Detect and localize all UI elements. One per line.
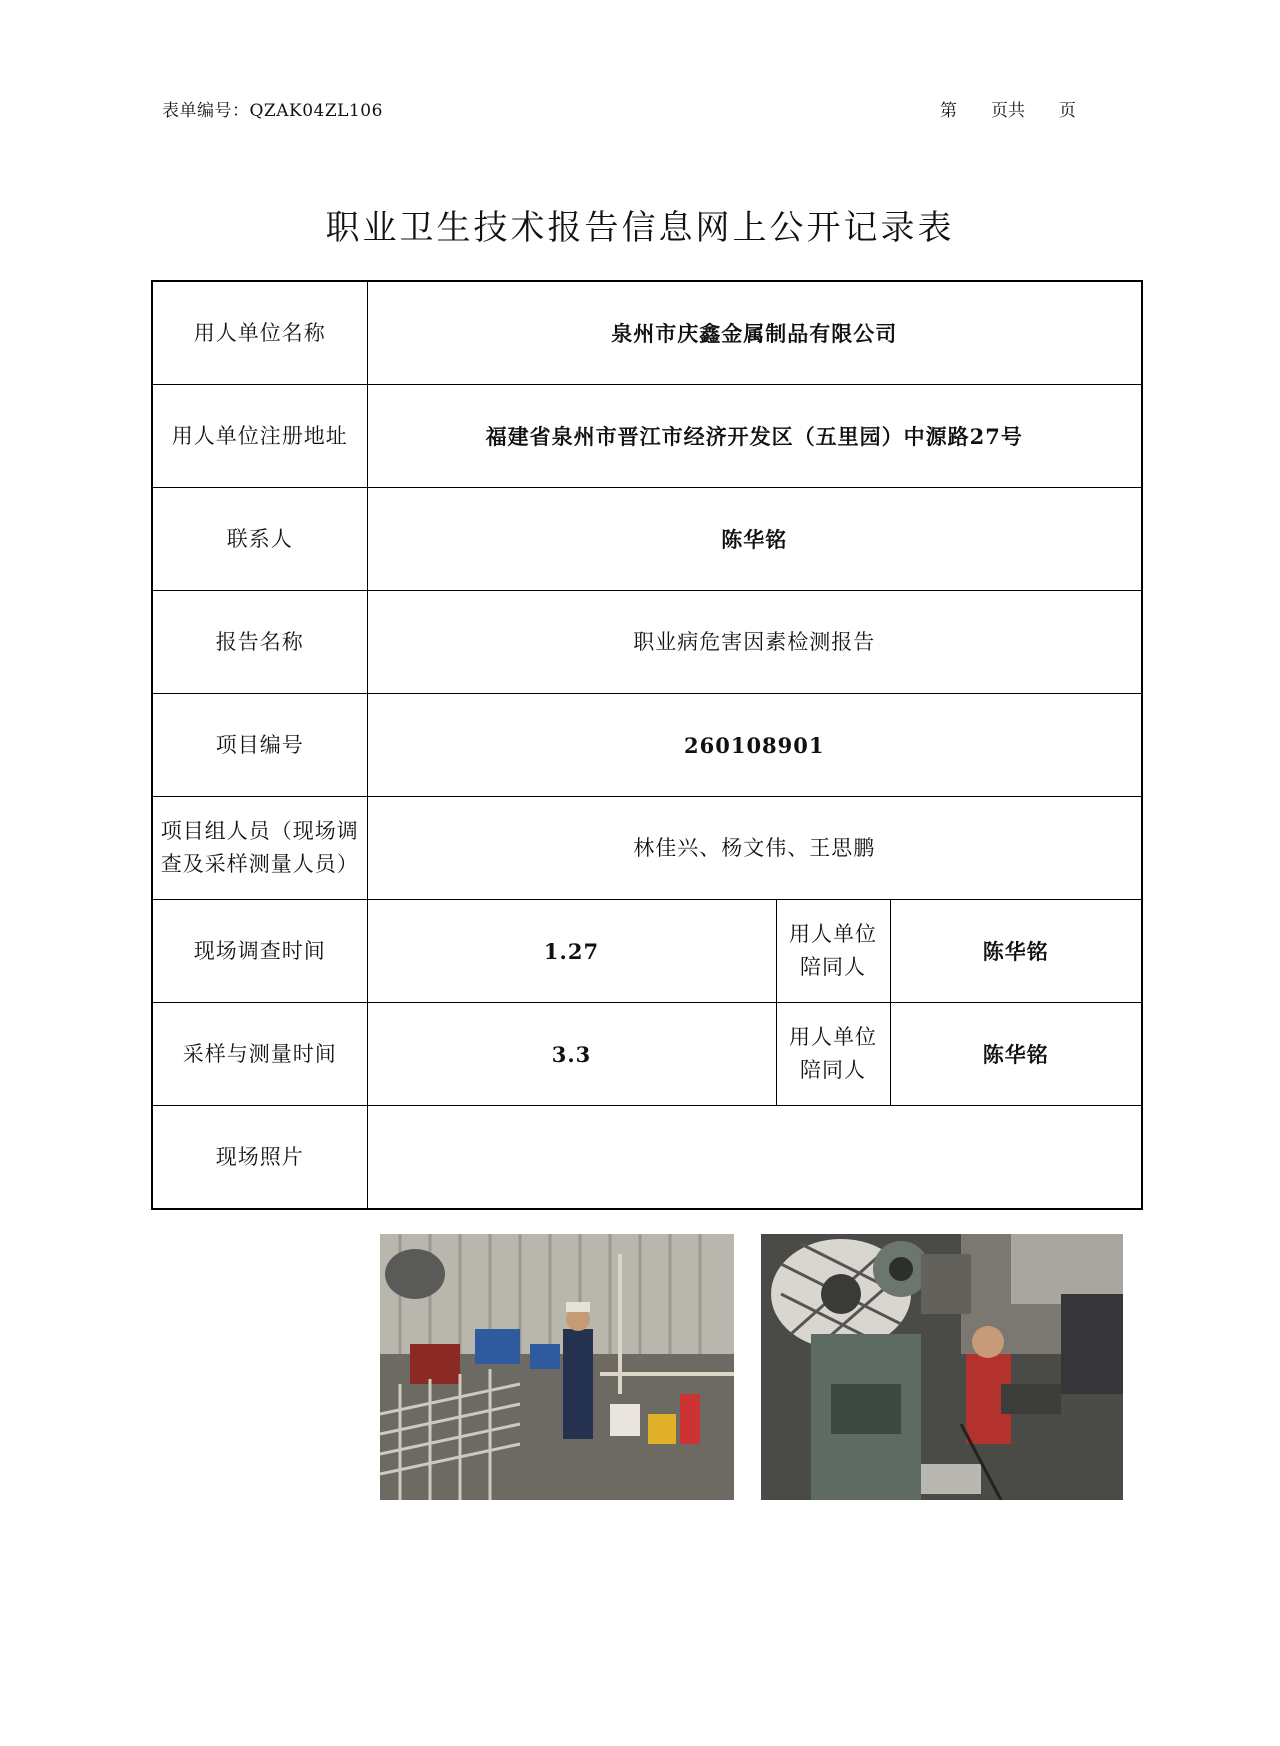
table-row [152,900,1142,1003]
page-counter-part-2: 页共 [991,101,1025,121]
page-title: 职业卫生技术报告信息网上公开记录表 [325,208,955,248]
sampling-escort-label-line-1: 用人单位 [789,1025,877,1049]
page-counter-part-3: 页 [1059,101,1076,121]
company-value: 泉州市庆鑫金属制品有限公司 [367,281,1142,385]
sampling-escort-label [776,1003,890,1106]
report-value: 职业病危害因素检测报告 [367,591,1142,694]
contact-label: 联系人 [152,488,367,591]
project-number-value: 260108901 [367,694,1142,797]
team-label [152,797,367,900]
table-row [152,488,1142,591]
team-label-line-1: 项目组人员（现场调 [160,819,359,843]
table-row [152,385,1142,488]
survey-escort-label-line-2: 陪同人 [800,955,866,979]
form-number: 表单编号：QZAK04ZL106 [162,101,383,121]
sampling-escort-label-line-2: 陪同人 [800,1058,866,1082]
address-value: 福建省泉州市晋江市经济开发区（五里园）中源路27号 [367,385,1142,488]
company-label: 用人单位名称 [152,281,367,385]
report-label: 报告名称 [152,591,367,694]
table-row [152,797,1142,900]
record-table [151,280,1143,1210]
site-photo-punch-press [761,1234,1123,1500]
survey-time-value: 1.27 [367,900,776,1003]
photos-label: 现场照片 [152,1106,367,1210]
survey-escort-label-line-1: 用人单位 [789,922,877,946]
page-counter-part-1: 第 [940,101,957,121]
address-label: 用人单位注册地址 [152,385,367,488]
site-photo-welding [380,1234,734,1500]
table-row [152,1003,1142,1106]
sampling-time-label: 采样与测量时间 [152,1003,367,1106]
table-row [152,694,1142,797]
survey-escort-value: 陈华铭 [890,900,1142,1003]
sampling-time-value: 3.3 [367,1003,776,1106]
sampling-escort-value: 陈华铭 [890,1003,1142,1106]
photos-cell [367,1106,1142,1210]
contact-value: 陈华铭 [367,488,1142,591]
survey-escort-label [776,900,890,1003]
table-row [152,591,1142,694]
team-label-line-2: 查及采样测量人员） [160,852,359,876]
table-row [152,1106,1142,1210]
project-number-label: 项目编号 [152,694,367,797]
team-value: 林佳兴、杨文伟、王思鹏 [367,797,1142,900]
table-row [152,281,1142,385]
survey-time-label: 现场调查时间 [152,900,367,1003]
page-counter [940,96,1076,121]
